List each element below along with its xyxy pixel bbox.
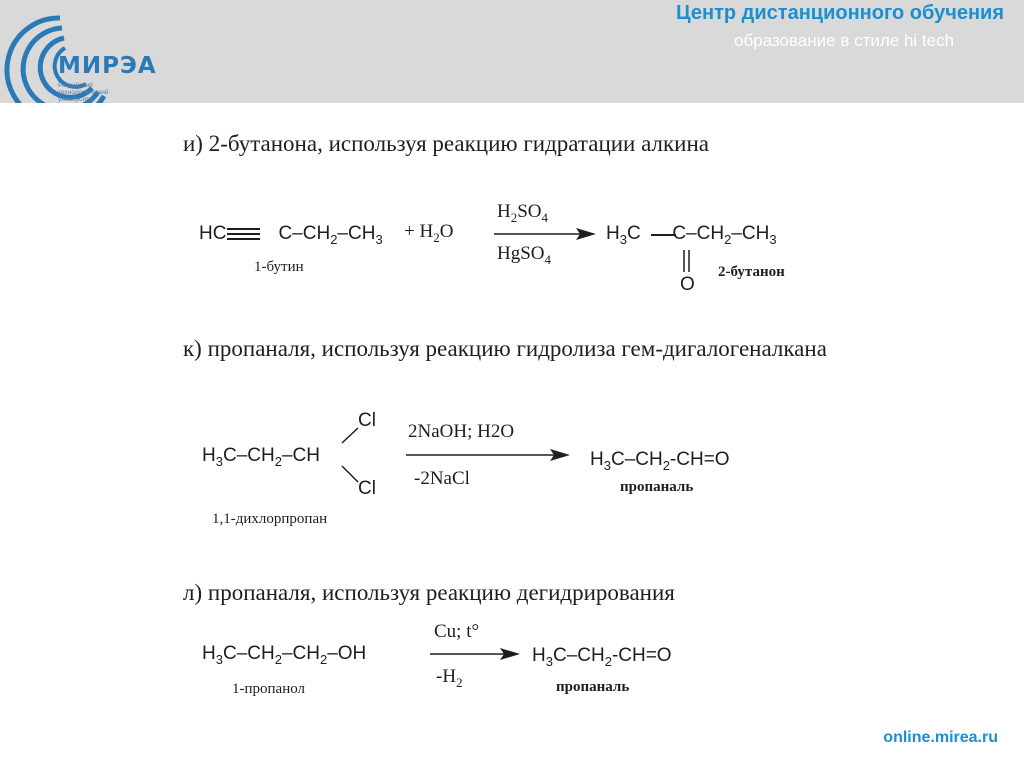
condition-cu-temperature: Cu; t° (434, 621, 480, 642)
section-heading-k: к) пропаналя, используя реакцию гидролиза гем-дигалогеналкана (183, 336, 827, 361)
chlorine-bottom: Cl (358, 478, 376, 499)
reagent-water: + $H_2O$ (404, 221, 454, 245)
reactant-formula-1-butyne: HC $C-CH_2-CH_3$ (199, 223, 383, 247)
product-formula-2-butanone: $H_3C$ $C-CH_2-CH_3$ (606, 223, 777, 247)
reactant-name-dichloropropane: 1,1-дихлорпропан (212, 511, 328, 527)
product-formula-propanal-1: $H_3C-CH_2-CH=O$ (590, 449, 730, 473)
carbonyl-oxygen: O (680, 274, 695, 295)
condition-h2so4: $H_2SO_4$ (497, 201, 549, 225)
section-heading-i: и) 2-бутанона, используя реакцию гидратации алкина (183, 131, 710, 156)
product-name-2-butanone: 2-бутанон (718, 264, 785, 280)
reactant-formula-dichloropropane: $H_3C-CH_2-CH$ (202, 445, 320, 469)
footer-url: online.mirea.ru (883, 729, 998, 746)
condition-h2: $-H_2$ (436, 666, 463, 690)
product-name-propanal-1: пропаналь (620, 479, 694, 495)
reactant-name-1-propanol: 1-пропанол (232, 681, 306, 697)
condition-naoh-water: 2NaOH; H2O (408, 421, 515, 442)
condition-nacl: -2NaCl (414, 468, 470, 489)
logo-subtitle: Российский технологический университет (58, 82, 109, 103)
header-title: Центр дистанционного обучения (676, 2, 1004, 24)
logo-wordmark: МИРЭА (58, 53, 157, 79)
reactant-formula-1-propanol: $H_3C-CH_2-CH_2-OH$ (202, 643, 367, 667)
header-subtitle: образование в стиле hi tech (734, 31, 955, 50)
product-formula-propanal-2: $H_3C-CH_2-CH=O$ (532, 645, 672, 669)
section-heading-l: л) пропаналя, используя реакцию дегидрирования (183, 580, 675, 605)
condition-hgso4: HgSO$_4$ (497, 243, 552, 267)
product-name-propanal-2: пропаналь (556, 679, 630, 695)
chlorine-top: Cl (358, 410, 376, 431)
reactant-name-1-butyne: 1-бутин (254, 259, 304, 275)
